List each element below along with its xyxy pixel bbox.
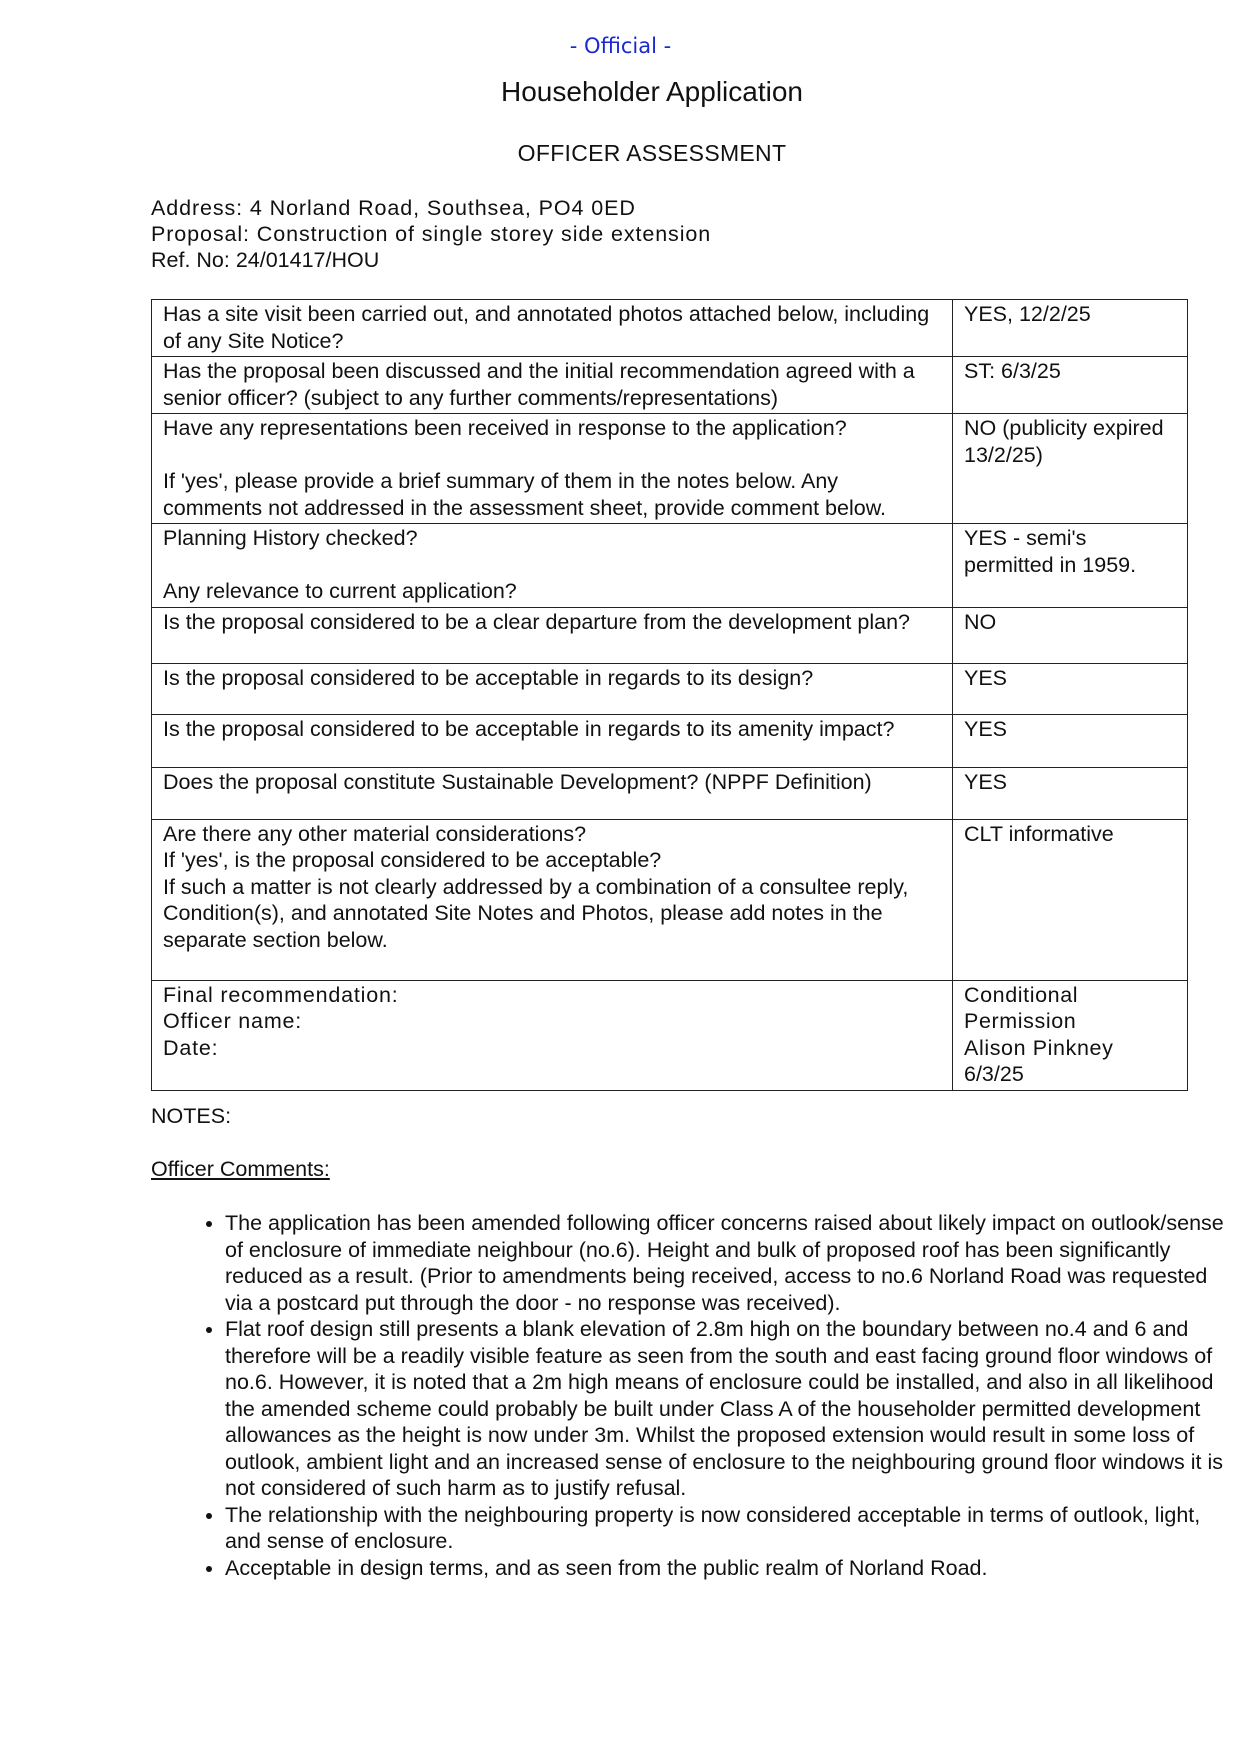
question-cell [152,414,953,524]
officer-comments-heading: Officer Comments: [151,1157,330,1181]
application-details [151,195,711,273]
final-recommendation-label: Final recommendation: [163,982,399,1007]
final-recommendation-row [152,980,1188,1090]
date-value: 6/3/25 [964,1062,1024,1086]
question-text: Is the proposal considered to be acceptable in regards to its design? [163,665,814,690]
final-labels-cell [152,980,953,1090]
question-text: Does the proposal constitute Sustainable Development? (NPPF Definition) [163,769,872,794]
date-label: Date: [163,1035,219,1060]
question-text: Any relevance to current application? [163,579,517,603]
final-values-cell [953,980,1188,1090]
table-row [152,357,1188,414]
classification-marking: - Official - [569,34,672,58]
address-line: Address: 4 Norland Road, Southsea, PO4 0ED [151,196,636,220]
notes-label: NOTES: [151,1104,232,1128]
document-title: Householder Application [501,76,803,107]
question-text: Planning History checked? [163,526,418,550]
question-cell [152,819,953,980]
question-text: Have any representations been received in response to the application? [163,416,847,440]
table-row [152,300,1188,357]
answer-cell: YES [953,663,1188,714]
table-row [152,414,1188,524]
question-text: If 'yes', please provide a brief summary of them in the notes below. Any comments not addressed in the assessment sheet, provide comment below. [163,469,887,520]
officer-name-value: Alison Pinkney [964,1035,1114,1060]
assessment-table [151,299,1188,1091]
question-text: Are there any other material considerations? [163,821,587,846]
question-text: Has a site visit been carried out, and annotated photos attached below, including of any Site Notice? [163,302,930,353]
list-item: • Acceptable in design terms, and as seen from the public realm of Norland Road. [225,1555,1235,1582]
recommendation-value: Conditional Permission [964,982,1079,1033]
officer-comments-list [151,1210,1235,1581]
answer-cell: NO (publicity expired 13/2/25) [953,414,1188,524]
question-text: If such a matter is not clearly addressed by a combination of a consultee reply, Condition(s), and annotated Site Notes and Photos, please add notes in the separate section below. [163,874,909,952]
answer-cell: ST: 6/3/25 [953,357,1188,414]
table-row [152,767,1188,819]
answer-cell: YES, 12/2/25 [953,300,1188,357]
table-row [152,819,1188,980]
question-text: Is the proposal considered to be acceptable in regards to its amenity impact? [163,716,895,741]
answer-cell: YES [953,767,1188,819]
table-row [152,663,1188,714]
question-cell [152,357,953,414]
answer-cell: CLT informative [953,819,1188,980]
officer-name-label: Officer name: [163,1009,303,1033]
table-row [152,714,1188,767]
question-cell [152,300,953,357]
question-text: Has the proposal been discussed and the initial recommendation agreed with a senior officer? (subject to any further comments/representations) [163,359,915,410]
document-subtitle: OFFICER ASSESSMENT [517,140,787,166]
question-text: Is the proposal considered to be a clear departure from the development plan? [163,609,910,634]
list-item: • The relationship with the neighbouring property is now considered acceptable in terms of outlook, light, and sense of enclosure. [225,1502,1235,1555]
answer-cell: YES [953,714,1188,767]
answer-cell: YES - semi's permitted in 1959. [953,524,1188,608]
table-row [152,524,1188,608]
question-text: If 'yes', is the proposal considered to be acceptable? [163,848,662,872]
reference-line: Ref. No: 24/01417/HOU [151,248,380,272]
question-cell [152,767,953,819]
list-item: • The application has been amended following officer concerns raised about likely impact on outlook/sense of enclosure of immediate neighbour (no.6). Height and bulk of proposed roof has been significantly reduced as a result. (Prior to amendments being received, access to no.6 Norland Road was requested via a postcard put through the door - no response was received). [225,1210,1235,1316]
question-cell [152,663,953,714]
question-cell [152,524,953,608]
answer-cell: NO [953,607,1188,663]
table-row [152,607,1188,663]
question-cell [152,607,953,663]
question-cell [152,714,953,767]
list-item: • Flat roof design still presents a blank elevation of 2.8m high on the boundary between no.4 and 6 and therefore will be a readily visible feature as seen from the south and east facing ground floor windows of no.6. However, it is noted that a 2m high means of enclosure could be installed, and also in all likelihood the amended scheme could probably be built under Class A of the householder permitted development allowances as the height is now under 3m. Whilst the proposed extension would result in some loss of outlook, ambient light and an increased sense of enclosure to the neighbouring ground floor windows it is not considered of such harm as to justify refusal. [225,1316,1235,1502]
proposal-line: Proposal: Construction of single storey side extension [151,222,712,246]
